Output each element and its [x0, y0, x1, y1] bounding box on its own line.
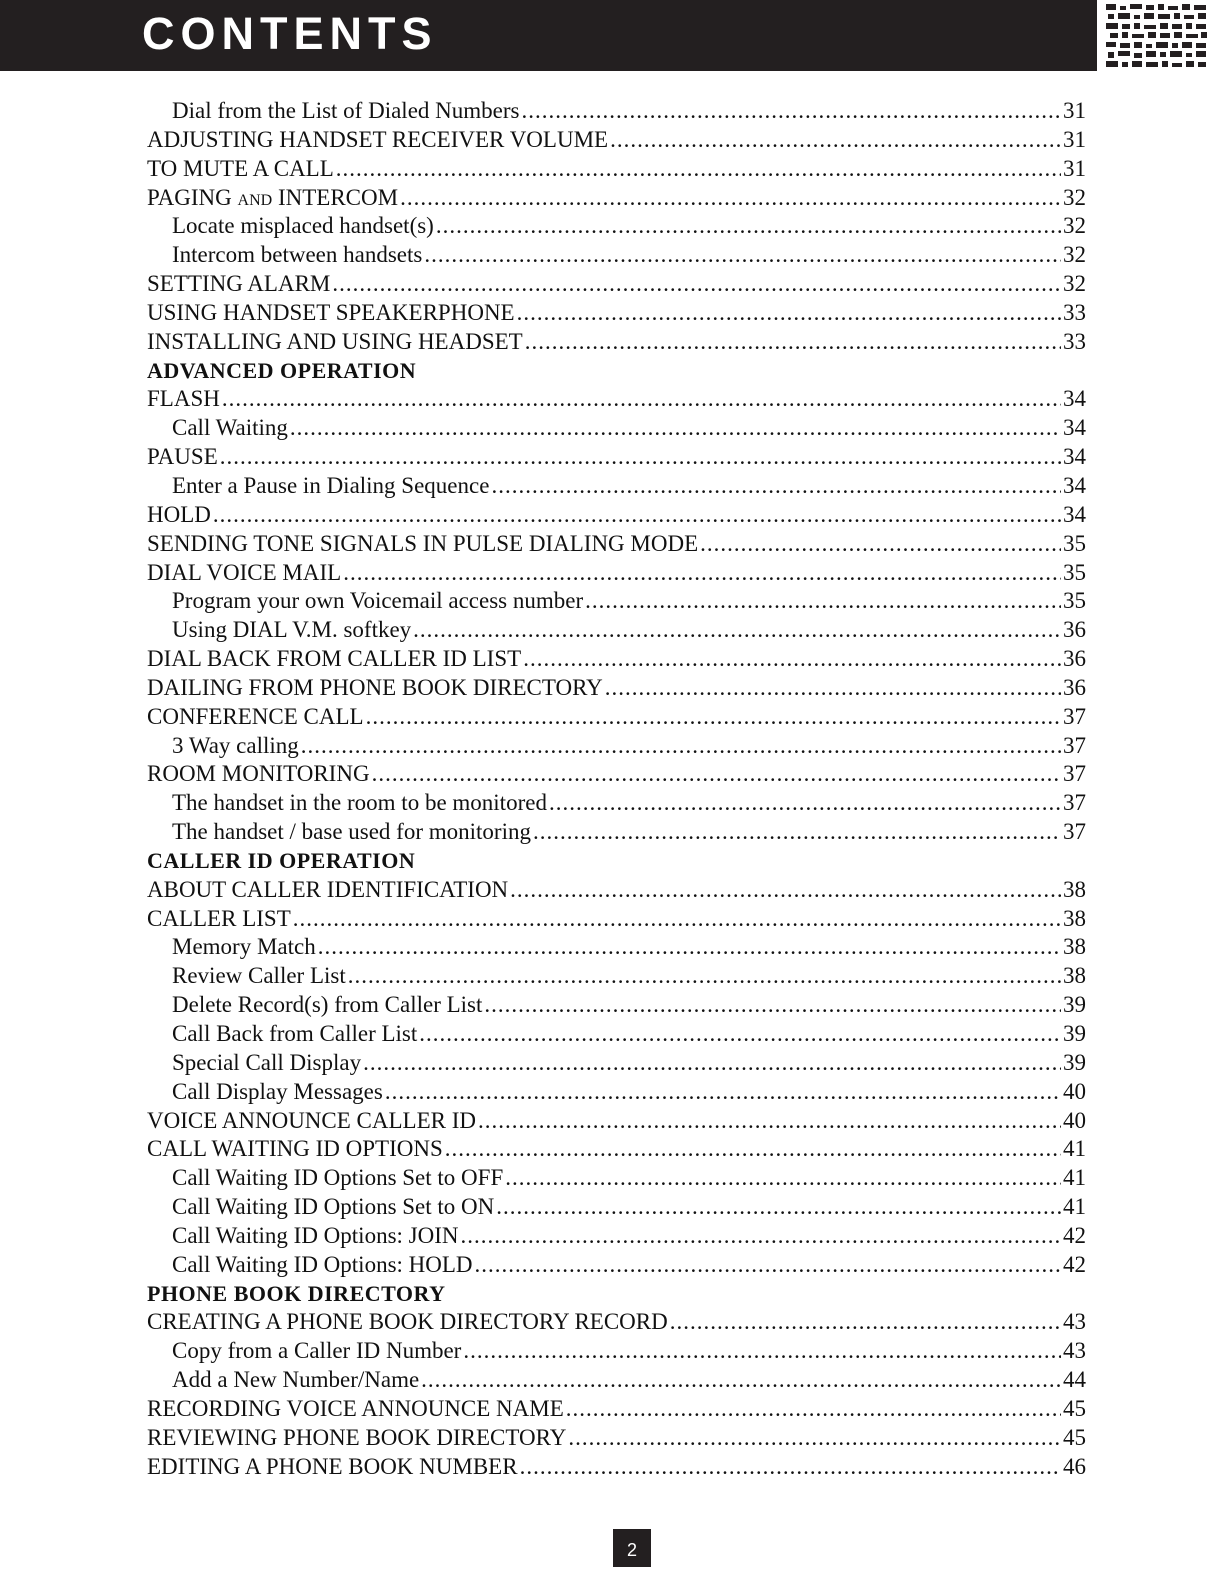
dot-leader — [521, 97, 1061, 126]
dot-leader — [525, 328, 1061, 357]
dot-leader — [424, 241, 1061, 270]
dot-leader — [505, 1164, 1061, 1193]
toc-entry — [147, 1164, 1086, 1193]
section-heading — [147, 1280, 1086, 1309]
toc-entry-title: DIAL BACK FROM CALLER ID LIST — [147, 646, 522, 672]
toc-page-number: 31 — [1063, 155, 1086, 181]
toc-entry-title: SENDING TONE SIGNALS IN PULSE DIALING MODE — [147, 530, 699, 556]
toc-entry-title: DAILING FROM PHONE BOOK DIRECTORY — [147, 674, 603, 700]
toc-page-number: 46 — [1063, 1453, 1086, 1479]
dot-leader — [419, 1020, 1061, 1049]
toc-page-number: 35 — [1063, 559, 1086, 585]
toc-entry-title: Memory Match — [172, 934, 316, 960]
toc-entry — [147, 155, 1086, 184]
toc-entry — [147, 645, 1086, 674]
dot-leader — [348, 962, 1061, 991]
toc-page-number: 36 — [1063, 674, 1086, 700]
dot-leader — [366, 703, 1061, 732]
toc-page-number: 38 — [1063, 876, 1086, 902]
toc-entry — [147, 414, 1086, 443]
toc-entry — [147, 1395, 1086, 1424]
toc-entry-title: ADJUSTING HANDSET RECEIVER VOLUME — [147, 126, 609, 152]
dot-leader — [332, 270, 1061, 299]
toc-entry — [147, 789, 1086, 818]
dot-leader — [517, 299, 1061, 328]
dot-leader — [290, 414, 1061, 443]
toc-entry — [147, 1453, 1086, 1482]
toc-entry — [147, 1308, 1086, 1337]
toc-entry-title: Call Waiting ID Options: HOLD — [172, 1251, 473, 1277]
toc-entry-title: Call Waiting ID Options Set to OFF — [172, 1165, 504, 1191]
toc-entry-title: Program your own Voicemail access number — [172, 588, 584, 614]
toc-page-number: 36 — [1063, 617, 1086, 643]
dot-leader — [343, 559, 1061, 588]
toc-entry — [147, 501, 1086, 530]
toc-entry-title: SETTING ALARM — [147, 271, 331, 297]
dot-leader — [336, 155, 1061, 184]
toc-entry — [147, 299, 1086, 328]
toc-page-number: 32 — [1063, 213, 1086, 239]
toc-entry — [147, 1337, 1086, 1366]
toc-page-number: 37 — [1063, 761, 1086, 787]
page-number: 2 — [626, 1540, 637, 1560]
toc-entry-title: Add a New Number/Name — [172, 1367, 420, 1393]
page-number-badge — [613, 1529, 651, 1567]
toc-entry-title: HOLD — [147, 501, 211, 527]
toc-entry — [147, 1222, 1086, 1251]
toc-entry-title: The handset in the room to be monitored — [172, 790, 547, 816]
dot-leader — [566, 1395, 1061, 1424]
toc-entry — [147, 1107, 1086, 1136]
dot-leader — [413, 616, 1061, 645]
dot-leader — [520, 1453, 1061, 1482]
toc-entry-title: CALL WAITING ID OPTIONS — [147, 1136, 443, 1162]
toc-page-number: 38 — [1063, 963, 1086, 989]
toc-page-number: 37 — [1063, 819, 1086, 845]
toc-page-number: 39 — [1063, 1049, 1086, 1075]
toc-page-number: 32 — [1063, 242, 1086, 268]
toc-entry — [147, 732, 1086, 761]
toc-entry — [147, 674, 1086, 703]
toc-entry — [147, 1020, 1086, 1049]
toc-page-number: 41 — [1063, 1165, 1086, 1191]
dot-leader — [700, 530, 1061, 559]
dot-leader — [222, 385, 1061, 414]
toc-entry — [147, 241, 1086, 270]
dot-leader — [421, 1366, 1061, 1395]
toc-entry-title: The handset / base used for monitoring — [172, 819, 531, 845]
dot-leader — [301, 732, 1061, 761]
toc-page-number: 39 — [1063, 1021, 1086, 1046]
toc-entry — [147, 126, 1086, 155]
toc-page-number: 37 — [1063, 732, 1086, 758]
dot-leader — [585, 587, 1061, 616]
toc-entry — [147, 472, 1086, 501]
toc-entry-title: 3 Way calling — [172, 732, 299, 758]
toc-page-number: 35 — [1063, 588, 1086, 614]
toc-page-number: 37 — [1063, 790, 1086, 816]
toc-page-number: 33 — [1063, 328, 1086, 354]
toc-page-number: 36 — [1063, 646, 1086, 672]
page-title: CONTENTS — [142, 8, 438, 59]
toc-entry-title: PHONE BOOK DIRECTORY — [147, 1280, 446, 1306]
toc-entry — [147, 760, 1086, 789]
dot-leader — [496, 1193, 1061, 1222]
table-of-contents — [147, 97, 1086, 1482]
toc-entry — [147, 385, 1086, 414]
section-heading — [147, 847, 1086, 876]
toc-page-number: 42 — [1063, 1251, 1086, 1277]
toc-entry — [147, 876, 1086, 905]
section-heading — [147, 357, 1086, 386]
toc-page-number: 34 — [1063, 386, 1086, 412]
toc-entry — [147, 1078, 1086, 1107]
toc-page-number: 31 — [1063, 98, 1086, 123]
toc-entry — [147, 1193, 1086, 1222]
toc-entry — [147, 1049, 1086, 1078]
toc-page-number: 41 — [1063, 1136, 1086, 1162]
toc-entry-title: Call Back from Caller List — [172, 1021, 418, 1046]
dot-leader — [213, 501, 1061, 530]
toc-entry — [147, 1251, 1086, 1280]
toc-title-part: PAGING — [147, 184, 232, 210]
toc-entry-title: RECORDING VOICE ANNOUNCE NAME — [147, 1395, 564, 1421]
toc-page-number: 34 — [1063, 501, 1086, 527]
dot-leader — [568, 1424, 1061, 1453]
toc-page-number: 34 — [1063, 472, 1086, 498]
dot-leader — [363, 1049, 1061, 1078]
toc-entry-title: Using DIAL V.M. softkey — [172, 617, 412, 643]
toc-entry — [147, 587, 1086, 616]
toc-entry — [147, 818, 1086, 847]
toc-entry — [147, 1366, 1086, 1395]
dot-leader — [605, 674, 1061, 703]
toc-entry — [147, 530, 1086, 559]
toc-entry — [147, 962, 1086, 991]
toc-entry — [147, 1424, 1086, 1453]
toc-page-number: 32 — [1063, 184, 1086, 210]
toc-title-small-caps: AND — [237, 191, 273, 209]
dot-leader — [436, 212, 1061, 241]
toc-entry-title: ROOM MONITORING — [147, 761, 370, 787]
toc-entry — [147, 328, 1086, 357]
toc-entry-title: Special Call Display — [172, 1049, 362, 1075]
toc-entry-title: REVIEWING PHONE BOOK DIRECTORY — [147, 1424, 567, 1450]
toc-entry — [147, 616, 1086, 645]
dot-leader — [385, 1078, 1061, 1107]
toc-entry-title: Copy from a Caller ID Number — [172, 1338, 462, 1364]
toc-page-number: 38 — [1063, 934, 1086, 960]
toc-entry — [147, 991, 1086, 1020]
toc-entry-title: Call Display Messages — [172, 1078, 383, 1104]
toc-page-number: 32 — [1063, 271, 1086, 297]
toc-page-number: 34 — [1063, 415, 1086, 441]
toc-page-number: 45 — [1063, 1395, 1086, 1421]
toc-entry-title: Dial from the List of Dialed Numbers — [172, 98, 520, 123]
dot-leader — [318, 933, 1061, 962]
toc-entry-title: CREATING A PHONE BOOK DIRECTORY RECORD — [147, 1309, 668, 1335]
dot-leader — [461, 1222, 1062, 1251]
toc-entry — [147, 212, 1086, 241]
toc-page-number: 34 — [1063, 444, 1086, 470]
toc-entry — [147, 559, 1086, 588]
toc-entry-title: FLASH — [147, 386, 220, 412]
toc-entry-title: CALLER ID OPERATION — [147, 847, 416, 873]
toc-page-number: 40 — [1063, 1078, 1086, 1104]
toc-entry-title: Locate misplaced handset(s) — [172, 213, 434, 239]
toc-entry-title: PAUSE — [147, 444, 218, 470]
toc-entry-title: Review Caller List — [172, 963, 346, 989]
toc-entry-title: ABOUT CALLER IDENTIFICATION — [147, 876, 509, 902]
dot-leader — [463, 1337, 1061, 1366]
toc-entry-title: EDITING A PHONE BOOK NUMBER — [147, 1453, 518, 1479]
dot-leader — [510, 876, 1061, 905]
toc-entry — [147, 184, 1086, 213]
toc-entry — [147, 270, 1086, 299]
toc-page-number: 41 — [1063, 1194, 1086, 1220]
toc-page-number: 42 — [1063, 1222, 1086, 1248]
toc-page-number: 43 — [1063, 1309, 1086, 1335]
dot-leader — [478, 1107, 1061, 1136]
toc-page-number: 45 — [1063, 1424, 1086, 1450]
dot-leader — [523, 645, 1061, 674]
toc-page-number: 44 — [1063, 1367, 1086, 1393]
toc-entry — [147, 703, 1086, 732]
toc-entry-title: Intercom between handsets — [172, 242, 423, 268]
toc-entry-title: Call Waiting ID Options Set to ON — [172, 1194, 495, 1220]
toc-entry-title: Call Waiting ID Options: JOIN — [172, 1222, 459, 1248]
toc-entry-title: Delete Record(s) from Caller List — [172, 992, 483, 1018]
toc-page-number: 43 — [1063, 1338, 1086, 1364]
dot-leader — [549, 789, 1061, 818]
toc-entry — [147, 905, 1086, 934]
toc-title-part: INTERCOM — [277, 184, 399, 210]
toc-page-number: 31 — [1063, 126, 1086, 152]
toc-entry-title: TO MUTE A CALL — [147, 155, 334, 181]
toc-entry-title: Call Waiting — [172, 415, 288, 441]
dot-leader — [533, 818, 1061, 847]
toc-entry-title: USING HANDSET SPEAKERPHONE — [147, 299, 515, 325]
toc-entry — [147, 97, 1086, 126]
toc-page-number: 39 — [1063, 992, 1086, 1018]
dot-leader — [484, 991, 1061, 1020]
dot-leader — [610, 126, 1061, 155]
toc-entry-title: CONFERENCE CALL — [147, 703, 364, 729]
dot-leader — [491, 472, 1061, 501]
toc-entry-title: Enter a Pause in Dialing Sequence — [172, 472, 490, 498]
toc-entry-title: VOICE ANNOUNCE CALLER ID — [147, 1107, 477, 1133]
header-bar — [0, 0, 1097, 71]
toc-page-number: 40 — [1063, 1107, 1086, 1133]
toc-page-number: 33 — [1063, 299, 1086, 325]
toc-page-number: 37 — [1063, 703, 1086, 729]
toc-entry — [147, 443, 1086, 472]
toc-entry-title — [147, 184, 398, 216]
toc-entry-title: DIAL VOICE MAIL — [147, 559, 342, 585]
toc-entry-title: ADVANCED OPERATION — [147, 357, 417, 383]
toc-page-number: 35 — [1063, 530, 1086, 556]
dot-leader — [670, 1308, 1061, 1337]
dot-leader — [293, 905, 1061, 934]
toc-entry — [147, 933, 1086, 962]
dot-leader — [400, 184, 1061, 213]
corner-pattern-icon — [1104, 2, 1209, 70]
dot-leader — [220, 443, 1061, 472]
dot-leader — [445, 1135, 1061, 1164]
dot-leader — [372, 760, 1061, 789]
toc-entry-title: CALLER LIST — [147, 905, 291, 931]
toc-entry-title: INSTALLING AND USING HEADSET — [147, 328, 523, 354]
dot-leader — [475, 1251, 1061, 1280]
toc-page-number: 38 — [1063, 905, 1086, 931]
toc-entry — [147, 1135, 1086, 1164]
